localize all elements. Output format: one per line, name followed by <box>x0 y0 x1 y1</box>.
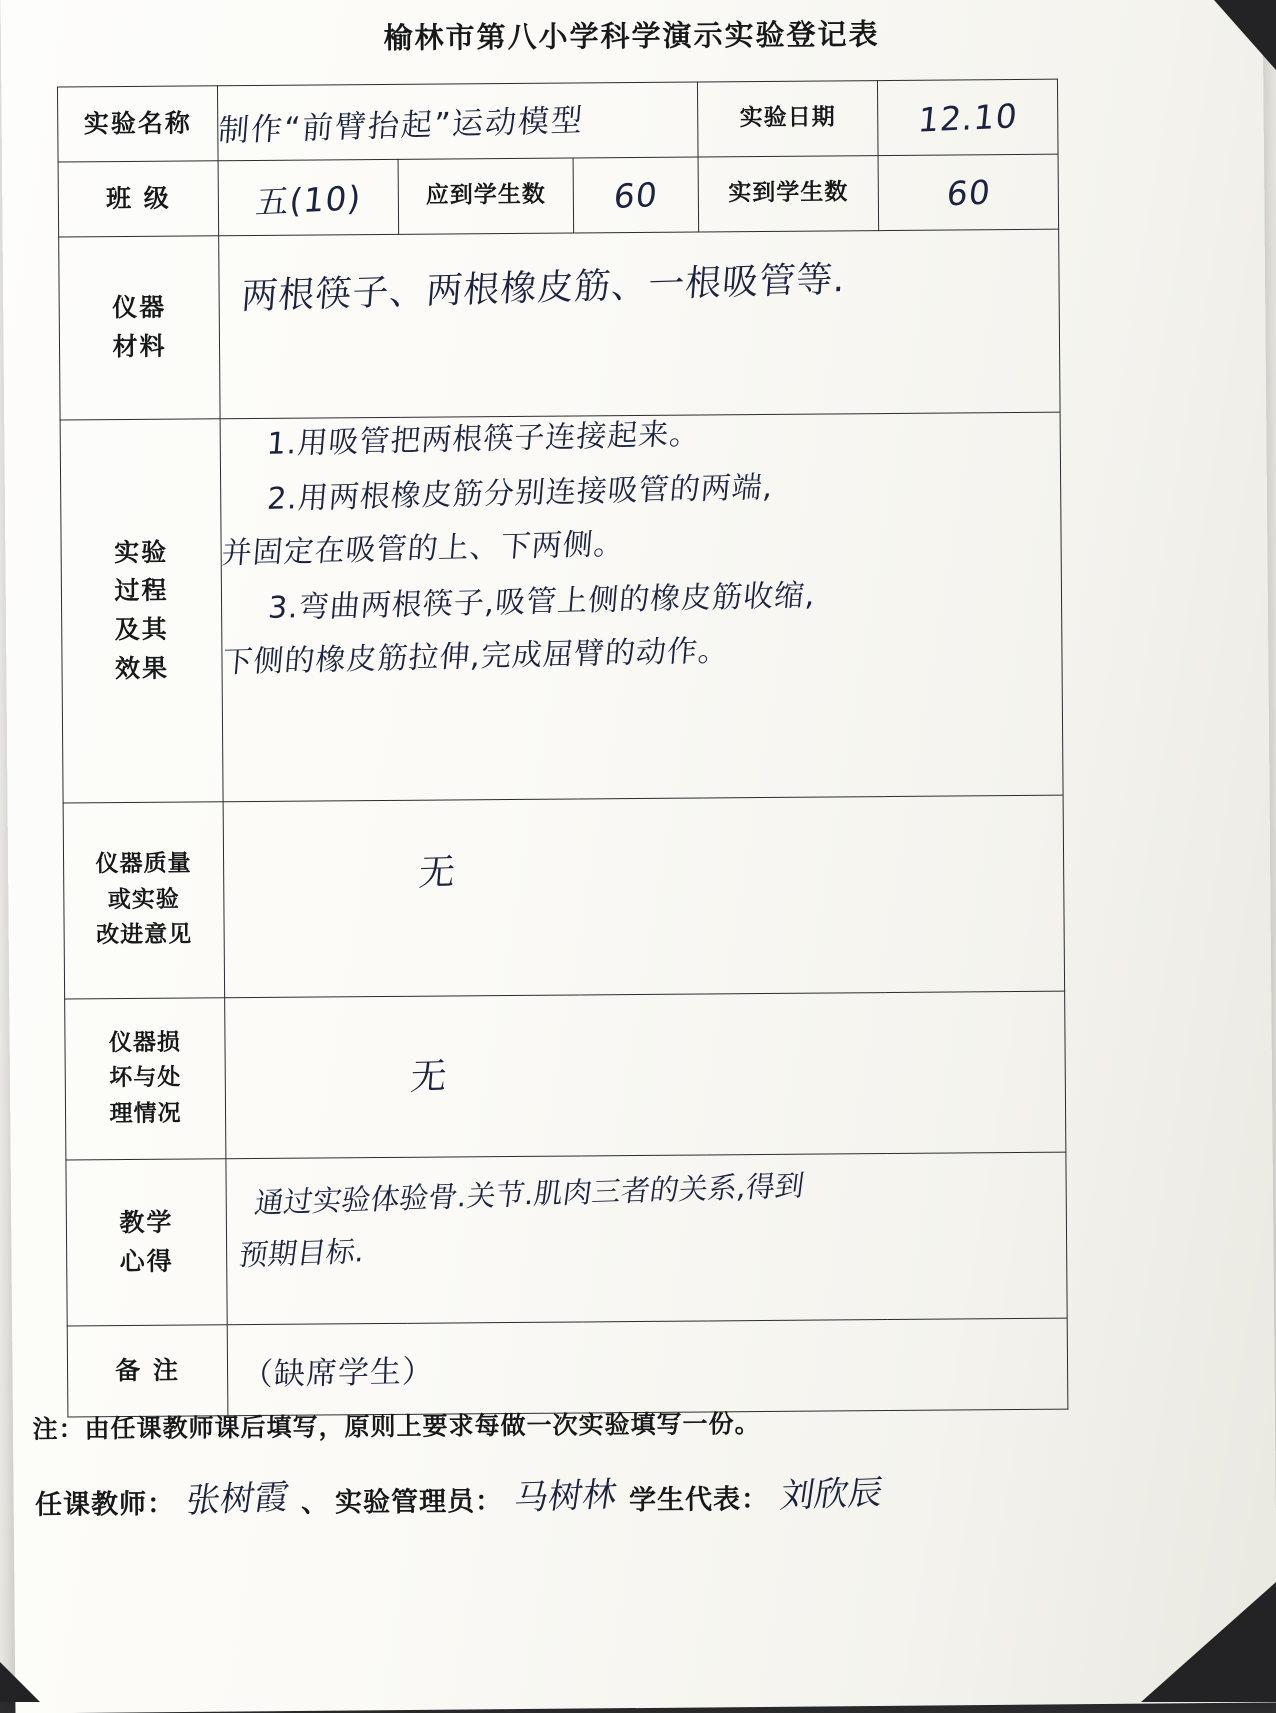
table-row-quality <box>63 795 1065 999</box>
table-row-instruments <box>59 229 1060 420</box>
value-damage: 无 <box>225 991 1066 1159</box>
table-row-class-counts <box>58 154 1059 237</box>
label-process: 实验 过程 及其 效果 <box>60 419 223 803</box>
value-expected-students: 60 <box>573 157 699 233</box>
teacher-signature-suffix: 、 <box>300 1487 330 1519</box>
label-expected-students: 应到学生数 <box>398 158 574 234</box>
label-damage: 仪器损 坏与处 理情况 <box>65 998 226 1160</box>
value-reflection: 通过实验体验骨.关节.肌肉三者的关系,得到 预期目标. <box>226 1152 1067 1325</box>
value-teacher-signature: 张树霞 <box>183 1477 292 1522</box>
experiment-log-table <box>57 79 1068 1418</box>
table-row-reflection <box>66 1152 1067 1326</box>
label-experiment-name: 实验名称 <box>57 86 218 162</box>
value-actual-students: 60 <box>878 154 1059 230</box>
value-student-representative: 刘欣辰 <box>777 1472 886 1517</box>
label-actual-students: 实到学生数 <box>698 156 879 232</box>
value-remark: （缺席学生） <box>227 1318 1068 1416</box>
value-experiment-name: 制作“前臂抬起”运动模型 <box>217 82 698 161</box>
value-class: 五(10) <box>218 159 399 235</box>
label-reflection: 教学 心得 <box>66 1159 227 1326</box>
label-remark: 备 注 <box>67 1325 228 1417</box>
table-row-process <box>60 412 1063 803</box>
label-lab-manager-signature: 实验管理员： <box>334 1486 504 1519</box>
value-quality: 无 <box>223 795 1065 998</box>
table-row-damage <box>65 991 1066 1160</box>
label-class: 班 级 <box>58 161 219 237</box>
label-teacher-signature: 任课教师： <box>34 1488 176 1521</box>
label-quality: 仪器质量 或实验 改进意见 <box>63 802 225 999</box>
value-instruments: 两根筷子、两根橡皮筋、一根吸管等. <box>219 229 1060 419</box>
signature-row <box>35 1463 1255 1522</box>
form-footnote: 注：由任课教师课后填写，原则上要求每做一次实验填写一份。 <box>32 1409 761 1444</box>
table-row-remark <box>67 1318 1068 1417</box>
label-instruments: 仪器 材料 <box>59 236 220 420</box>
label-student-representative: 学生代表： <box>628 1483 770 1517</box>
label-experiment-date: 实验日期 <box>697 81 878 157</box>
value-experiment-date: 12.10 <box>877 79 1058 155</box>
table-row-name-date <box>57 79 1058 162</box>
value-lab-manager-signature: 马树林 <box>511 1474 620 1519</box>
value-process: 1.用吸管把两根筷子连接起来。 2.用两根橡皮筋分别连接吸管的两端, 并固定在吸管的上、下两侧。 3.弯曲两根筷子,吸管上侧的橡皮筋收缩, 下侧的橡皮筋拉伸,完成屈臂的动作。 <box>220 412 1063 802</box>
page-title: 榆林市第八小学科学演示实验登记表 <box>383 17 880 55</box>
